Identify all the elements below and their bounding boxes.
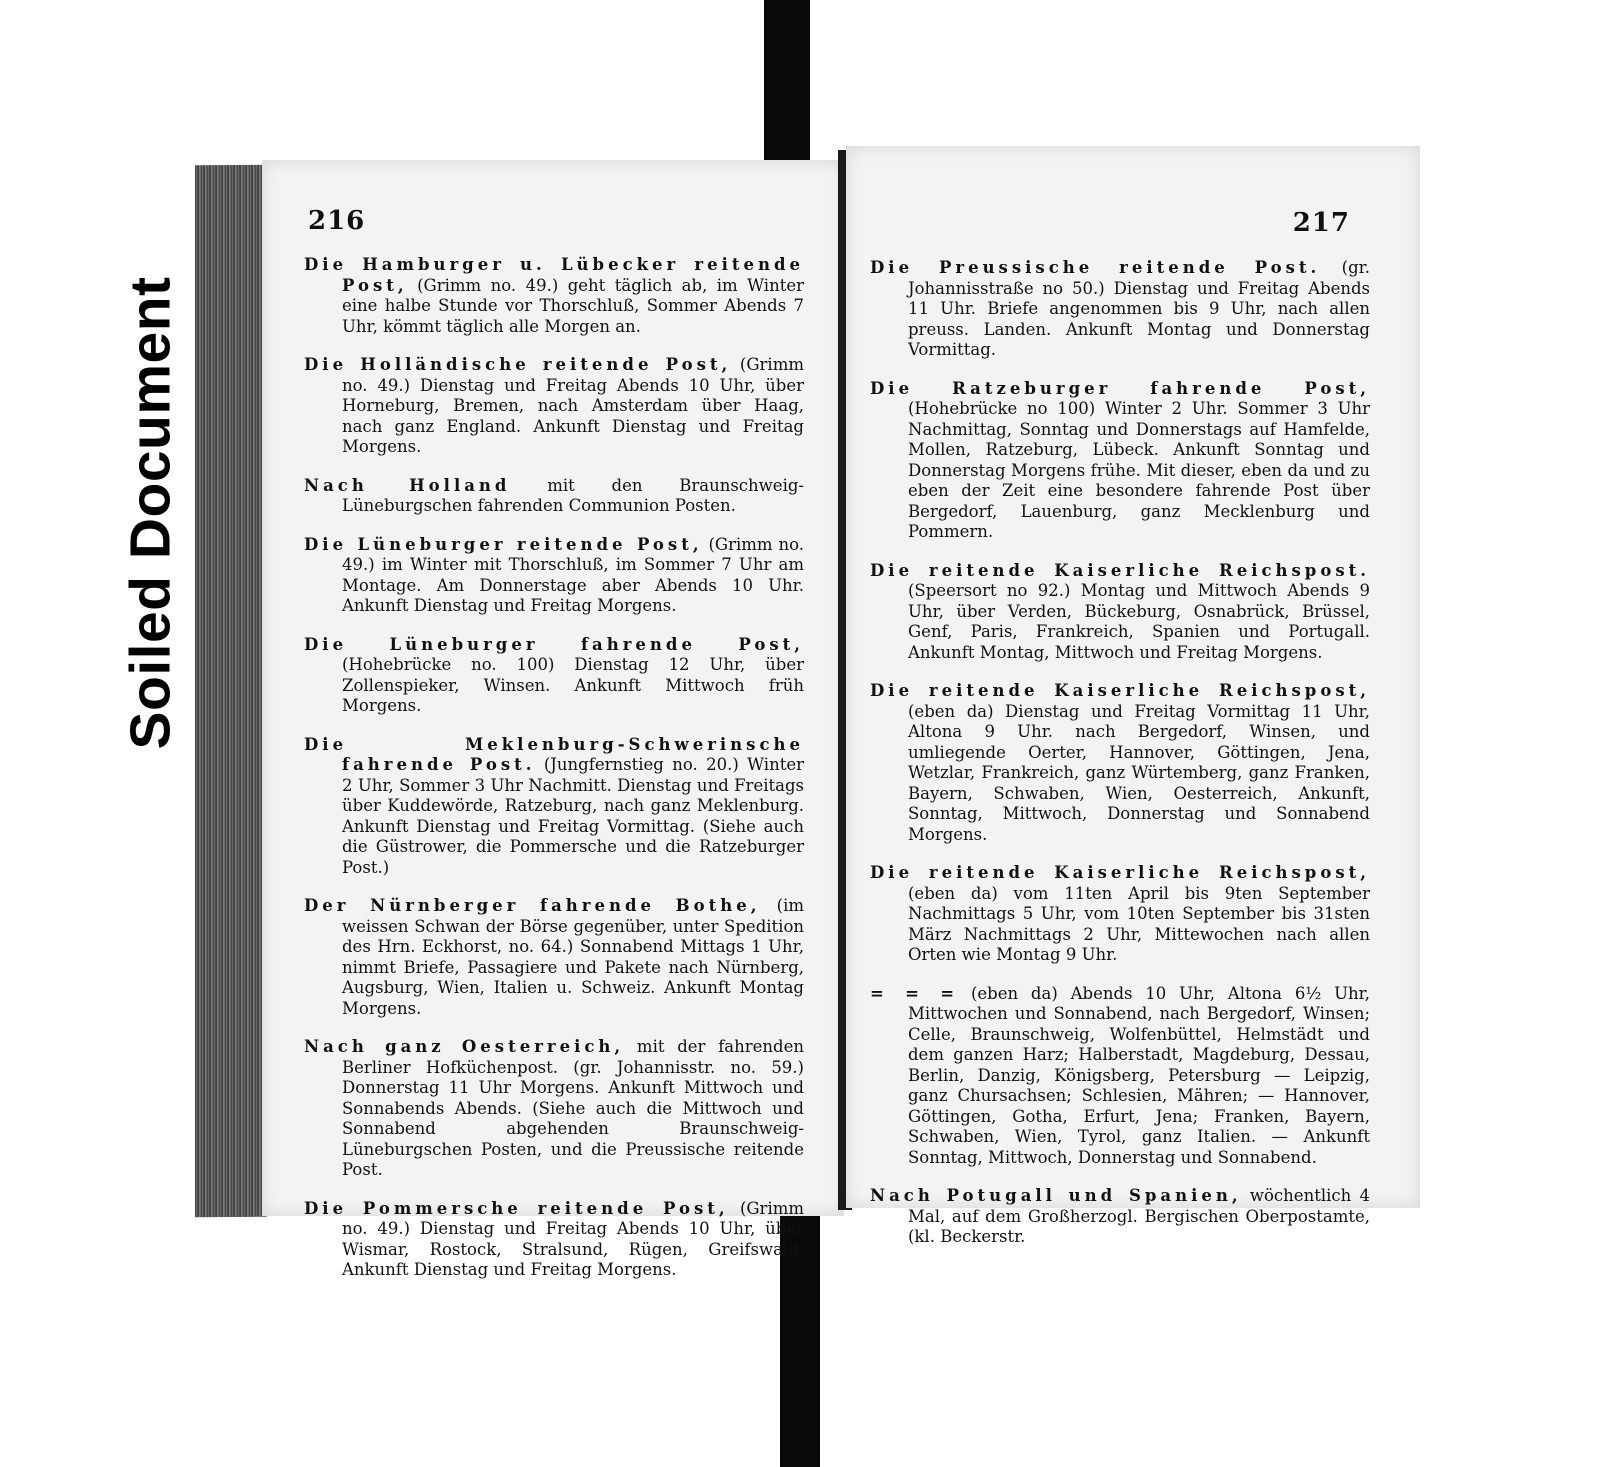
- list-item: [304, 476, 804, 517]
- entry-lead: Die Hamburger u. Lübecker reitende Post,: [304, 255, 804, 295]
- entry-lead: Die Lüneburger fahrende Post,: [304, 634, 804, 654]
- entry-text: mit der fahrenden Berliner Hofküchenpost. (gr. Johannisstr. no. 59.) Donnerstag 11 Uhr Morgens. Ankunft Mittwoch und Sonnabends Abends. (Siehe auch die Mittwoch und Sonnabend abgehenden Braunschweig-Lüneburgschen Posten, und die Preussische reitende Post.: [342, 1037, 805, 1179]
- entry-lead: Die reitende Kaiserliche Reichspost,: [870, 863, 1370, 882]
- list-item: [304, 1199, 804, 1281]
- entry-lead: Die Lüneburger reitende Post,: [304, 534, 703, 554]
- soiled-document-stamp: [112, 258, 190, 768]
- right-page: [846, 146, 1420, 1246]
- list-item: [870, 863, 1370, 966]
- binding-strap-top: [764, 0, 810, 160]
- entry-text: (Hohebrücke no 100) Winter 2 Uhr. Sommer 3 Uhr Nachmittag, Sonntag und Donnerstags auf Hamfelde, Mollen, Ratzeburg, Lübeck. Ankunft Sonntag und Donnerstag Morgens frühe. Mit dieser, eben da und zu eben der Zeit eine besondere fahrende Post über Bergedorf, Lauenburg, ganz Mecklenburg und Pommern.: [908, 399, 1370, 541]
- entry-lead: = = =: [870, 983, 959, 1003]
- list-item: [870, 258, 1370, 361]
- entry-lead: Die reitende Kaiserliche Reichspost,: [870, 681, 1370, 700]
- entry-text: (eben da) vom 11ten April bis 9ten September Nachmittags 5 Uhr, vom 10ten September bis 31sten März Nachmittags 2 Uhr, Mittewochen nach allen Orten wie Montag 9 Uhr.: [908, 883, 1370, 964]
- list-item: [304, 1037, 804, 1181]
- entry-text: (Jungfernstieg no. 20.) Winter 2 Uhr, Sommer 3 Uhr Nachmitt. Dienstag und Freitags über Kuddewörde, Ratzeburg, nach ganz Meklenburg. Ankunft Dienstag und Freitag Vormittag. (Siehe auch die Güstrower, die Pommersche und die Ratzeburger Post.): [342, 755, 804, 877]
- entry-text: (gr. Johannisstraße no 50.) Dienstag und Freitag Abends 11 Uhr. Briefe angenommen bis 9 Uhr, nach allen preuss. Landen. Ankunft Montag und Donnerstag Vormittag.: [908, 258, 1370, 359]
- list-item: [304, 535, 804, 617]
- entry-lead: Die Ratzeburger fahrende Post,: [870, 378, 1370, 398]
- entry-lead: Nach ganz Oesterreich,: [304, 1037, 625, 1056]
- entry-text: (im weissen Schwan der Börse gegenüber, unter Spedition des Hrn. Eckhorst, no. 64.) Sonnabend Mittags 1 Uhr, nimmt Briefe, Passagiere und Pakete nach Nürnberg, Augsburg, Wien, Italien u. Schweiz. Ankunft Montag Morgens.: [342, 896, 805, 1018]
- list-item: [304, 735, 804, 879]
- entry-text: (eben da) Dienstag und Freitag Vormittag 11 Uhr, Altona 9 Uhr. nach Bergedorf, Winsen, und umliegende Oerter, Hannover, Göttingen, Jena, Wetzlar, Frankreich, ganz Würtemberg, ganz Franken, Bayern, Schwaben, Wien, Oesterreich, Ankunft, Sonntag, Mittwoch, Donnerstag und Sonnabend Morgens.: [908, 701, 1370, 844]
- list-item: [870, 1186, 1370, 1248]
- entry-text: (eben da) Abends 10 Uhr, Altona 6½ Uhr, Mittwochen und Sonnabend, nach Bergedorf, Winsen; Celle, Braunschweig, Wolfenbüttel, Helmstädt und dem ganzen Harz; Halberstadt, Magdeburg, Dessau, Berlin, Danzig, Königsberg, Petersburg — Leipzig, ganz Chursachsen; Schlesien, Mähren; — Hannover, Göttingen, Gotha, Erfurt, Jena; Franken, Bayern, Schwaben, Wien, Tyrol, ganz Italien. — Ankunft Sonntag, Mittwoch, Donnerstag und Sonnabend.: [908, 983, 1370, 1167]
- entry-lead: Nach Potugall und Spanien,: [870, 1186, 1242, 1205]
- list-item: [304, 635, 804, 717]
- entry-lead: Die reitende Kaiserliche Reichspost.: [870, 560, 1370, 580]
- left-page: [262, 160, 844, 1279]
- list-item: [304, 355, 804, 458]
- entry-text: (Grimm no. 49.) Dienstag und Freitag Abends 10 Uhr, über Wismar, Rostock, Stralsund, Rügen, Greifswald, Ankunft Dienstag und Freitag Morgens.: [342, 1198, 805, 1279]
- entry-list: [304, 255, 804, 1299]
- list-item: [870, 379, 1370, 543]
- entry-lead: Nach Holland: [304, 475, 511, 495]
- entry-text: mit den Braunschweig-Lüneburgschen fahrenden Communion Posten.: [342, 475, 804, 515]
- entry-text: (Grimm no. 49.) im Winter mit Thorschluß, im Sommer 7 Uhr am Montage. Am Donnerstage aber Abends 10 Uhr. Ankunft Dienstag und Freitag Morgens.: [342, 534, 804, 615]
- entry-text: (Grimm no. 49.) Dienstag und Freitag Abends 10 Uhr, über Horneburg, Bremen, nach Amsterdam über Haag, nach ganz England. Ankunft Dienstag und Freitag Morgens.: [342, 355, 804, 456]
- entry-list: [870, 258, 1370, 1266]
- list-item: [870, 984, 1370, 1169]
- entry-lead: Die Pommersche reitende Post,: [304, 1198, 729, 1218]
- entry-lead: Die Holländische reitende Post,: [304, 355, 732, 374]
- book-page-edges: [195, 165, 267, 1218]
- list-item: [304, 255, 804, 337]
- page-number: 217: [1292, 208, 1350, 238]
- entry-text: wöchentlich 4 Mal, auf dem Großherzogl. Bergischen Oberpostamte, (kl. Beckerstr.: [908, 1186, 1370, 1246]
- entry-text: (Speersort no 92.) Montag und Mittwoch Abends 9 Uhr, über Verden, Bückeburg, Osnabrück, Brüssel, Genf, Paris, Frankreich, Spanien und Portugall. Ankunft Montag, Mittwoch und Freitag Morgens.: [908, 581, 1370, 662]
- list-item: [870, 561, 1370, 664]
- page-number: 216: [308, 206, 366, 236]
- stamp-label: Soiled Document: [119, 276, 184, 750]
- entry-lead: Die Meklenburg-Schwerinsche fahrende Post.: [304, 734, 804, 774]
- list-item: [304, 896, 804, 1019]
- list-item: [870, 681, 1370, 845]
- entry-lead: Die Preussische reitende Post.: [870, 258, 1321, 277]
- entry-lead: Der Nürnberger fahrende Bothe,: [304, 896, 761, 915]
- entry-text: (Grimm no. 49.) geht täglich ab, im Winter eine halbe Stunde vor Thorschluß, Sommer Abends 7 Uhr, kömmt täglich alle Morgen an.: [342, 275, 804, 336]
- entry-text: (Hohebrücke no. 100) Dienstag 12 Uhr, über Zollenspieker, Winsen. Ankunft Mittwoch früh Morgens.: [342, 655, 804, 715]
